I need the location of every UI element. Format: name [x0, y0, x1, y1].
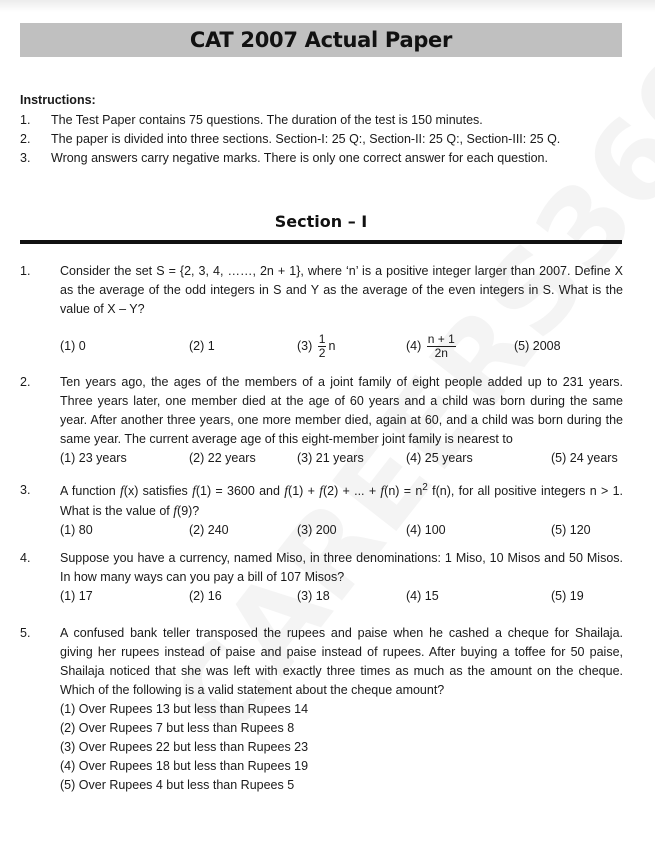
instruction-item [20, 149, 630, 168]
instruction-text: The Test Paper contains 75 questions. The duration of the test is 150 minutes. [51, 113, 483, 127]
question-number: 2. [20, 375, 31, 389]
options-row [60, 329, 623, 363]
question-2 [20, 373, 623, 468]
fraction: $\frac{1}{2}$ [318, 331, 326, 360]
option-3: (3) Over Rupees 22 but less than Rupees 23 [60, 740, 309, 754]
instruction-number: 1. [20, 113, 31, 127]
section-heading: Section – I [274, 212, 368, 231]
instruction-item [20, 130, 630, 149]
question-text: Ten years ago, the ages of the members of a joint family of eight people added up to 231 years. Three years later, one member died at the age of 60 years and a child was born during the same year. After another three years, one more member died, again at 60, and a child was born during the same year. The current average age of this eight-member joint family is nearest to [60, 375, 623, 446]
question-text: A function f(x) satisfies f(1) = 3600 and f(1) + f(2) + ... + $f(n) = n^2$ f(n), for all positive integers n > 1. What is the value of f(9)? [60, 481, 623, 518]
question-text: A confused bank teller transposed the rupees and paise when he cashed a cheque for Shailaja. giving her rupees instead of paise and paise instead of rupees. After buying a toffee for 50 paise, Shailaja noticed that she was left with exactly three times as much as the amount on the cheque. Which of the following is a valid statement about the cheque amount? [60, 626, 623, 697]
option-2: (2) 22 years [189, 451, 256, 465]
question-4 [20, 549, 623, 606]
option-4: (4) 100 [406, 523, 446, 537]
options-list [60, 700, 623, 795]
instruction-text: Wrong answers carry negative marks. There is only one correct answer for each question. [51, 151, 548, 165]
options-row [60, 587, 623, 606]
option-1: (1) 23 years [60, 451, 127, 465]
option-1: (1) Over Rupees 13 but less than Rupees 14 [60, 702, 309, 716]
option-2: (2) Over Rupees 7 but less than Rupees 8 [60, 721, 295, 735]
option-5: (5) Over Rupees 4 but less than Rupees 5 [60, 778, 295, 792]
option-4: (4) 25 years [406, 451, 473, 465]
question-text: Suppose you have a currency, named Miso, in three denominations: 1 Miso, 10 Misos and 50 Misos. In how many ways can you pay a bill of 107 Misos? [60, 551, 623, 584]
option-3: (3) 21 years [297, 451, 364, 465]
option-1: (1) 80 [60, 523, 93, 537]
question-number: 4. [20, 551, 31, 565]
option-4: (4) Over Rupees 18 but less than Rupees 19 [60, 759, 309, 773]
option-5: (5) 120 [551, 523, 591, 537]
instructions-block [20, 93, 630, 168]
option-4: (4) 15 [406, 589, 439, 603]
option-2: (2) 1 [189, 338, 215, 353]
option-3: (3) 18 [297, 589, 330, 603]
instructions-label: Instructions: [20, 93, 96, 107]
option-1: (1) 17 [60, 589, 93, 603]
option-2: (2) 16 [189, 589, 222, 603]
option-5: (5) 24 years [551, 451, 618, 465]
question-1 [20, 262, 623, 363]
option-4: (4) $\frac{n + 1}{2n}$ [406, 331, 455, 360]
option-3: (3) $\frac{1}{2}$ n [297, 331, 336, 360]
options-row [60, 449, 623, 468]
option-5: (5) 2008 [514, 338, 561, 353]
option-1: (1) 0 [60, 338, 86, 353]
page-title: CAT 2007 Actual Paper [189, 28, 453, 52]
section-divider [20, 240, 622, 244]
title-bar [20, 23, 622, 57]
option-3: (3) 200 [297, 523, 337, 537]
instruction-item [20, 111, 630, 130]
option-2: (2) 240 [189, 523, 229, 537]
options-row [60, 521, 623, 540]
question-number: 1. [20, 264, 31, 278]
instruction-number: 2. [20, 132, 31, 146]
question-number: 5. [20, 626, 31, 640]
fraction: $\frac{n + 1}{2n}$ [427, 331, 455, 360]
question-3 [20, 481, 623, 540]
question-5 [20, 624, 623, 795]
question-text: Consider the set S = {2, 3, 4, ……, 2n + 1}, where ‘n’ is a positive integer larger than 2007. Define X as the average of the odd integers in S and Y as the average of the even integers in S. What is the value of X – Y? [60, 264, 623, 316]
option-5: (5) 19 [551, 589, 584, 603]
instruction-number: 3. [20, 151, 31, 165]
instruction-text: The paper is divided into three sections. Section-I: 25 Q:, Section-II: 25 Q:, Section-III: 25 Q. [51, 132, 561, 146]
question-number: 3. [20, 483, 31, 497]
